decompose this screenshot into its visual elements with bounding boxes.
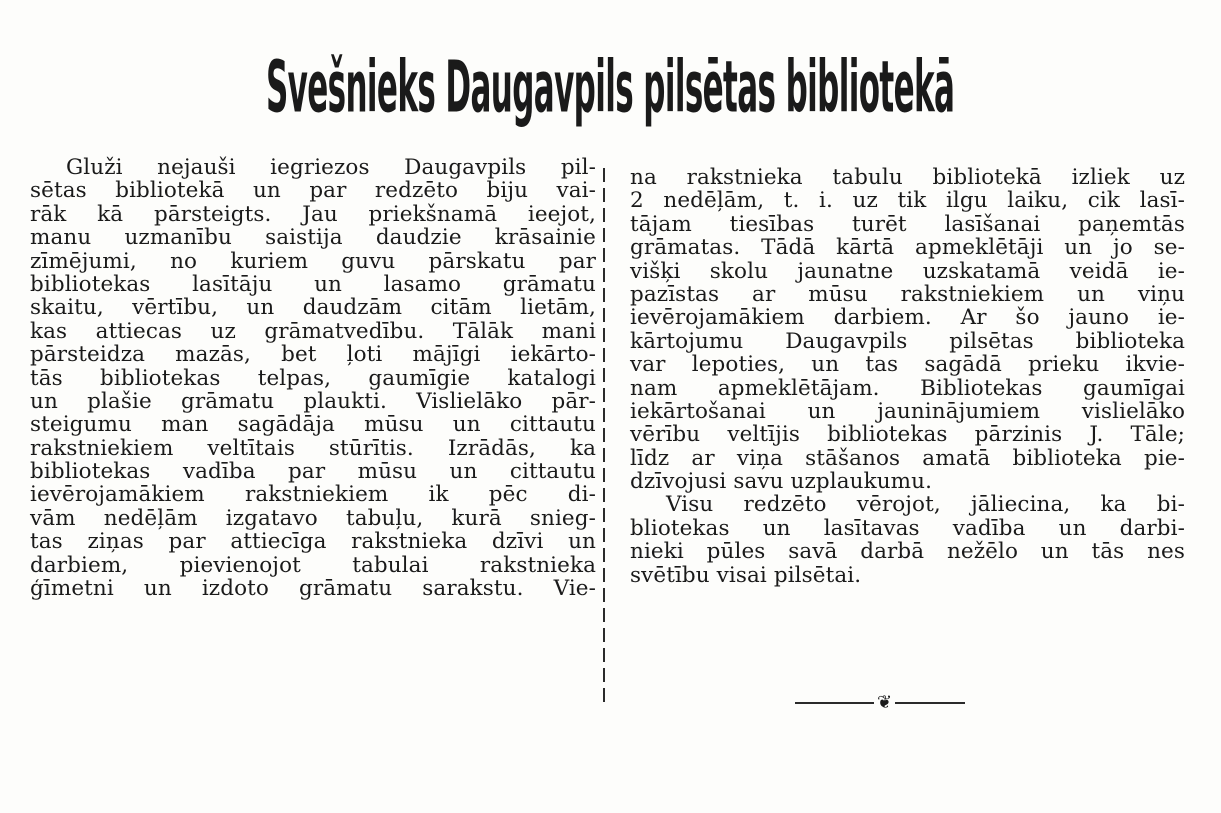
left-line: steigumu man sagādāja mūsu un cittautu bbox=[30, 412, 596, 438]
left-line: darbiem, pievienojot tabulai rakstnieka bbox=[30, 552, 596, 578]
right-line: svētību visai pilsētai. bbox=[630, 562, 862, 588]
left-line: sētas bibliotekā un par redzēto biju vai- bbox=[30, 178, 596, 204]
right-line: dzīvojusi savu uzplaukumu. bbox=[630, 469, 933, 495]
left-line: tas ziņas par attiecīga rakstnieka dzīvi un bbox=[30, 529, 596, 555]
column-divider bbox=[603, 168, 605, 708]
left-line: manu uzmanību saistija daudzie krāsainie bbox=[30, 225, 596, 251]
right-line: tājam tiesības turēt lasīšanai paņemtās bbox=[630, 211, 1185, 237]
right-line: ievērojamākiem darbiem. Ar šo jauno ie- bbox=[630, 305, 1185, 331]
right-line: kārtojumu Daugavpils pilsētas biblioteka bbox=[630, 328, 1185, 354]
right-line: vērību veltījis bibliotekas pārzinis J. Tāle; bbox=[630, 422, 1185, 448]
left-line: tās bibliotekas telpas, gaumīgie katalogi bbox=[30, 365, 596, 391]
left-line: bibliotekas vadība par mūsu un cittautu bbox=[30, 459, 596, 485]
right-column bbox=[630, 166, 1185, 587]
left-line: rakstniekiem veltītais stūrītis. Izrādās, ka bbox=[30, 435, 596, 461]
right-line: līdz ar viņa stāšanos amatā biblioteka pie- bbox=[630, 445, 1185, 471]
left-line: pārsteidza mazās, bet ļoti mājīgi iekārto- bbox=[30, 342, 596, 368]
left-line: zīmējumi, no kuriem guvu pārskatu par bbox=[30, 248, 596, 274]
right-line: bliotekas un lasītavas vadība un darbi- bbox=[630, 515, 1185, 541]
end-ornament-icon: ❦ bbox=[874, 693, 895, 713]
left-line: ģīmetni un izdoto grāmatu sarakstu. Vie- bbox=[30, 576, 596, 602]
right-line: višķi skolu jaunatne uzskatamā veidā ie- bbox=[630, 258, 1185, 284]
left-line: un plašie grāmatu plaukti. Vislielāko pār- bbox=[30, 388, 596, 414]
right-line: nieki pūles savā darbā nežēlo un tās nes bbox=[630, 539, 1185, 565]
headline-text: Svešnieks Daugavpils pilsētas bibliotekā bbox=[266, 46, 955, 129]
left-line: vām nedēļām izgatavo tabuļu, kurā snieg- bbox=[30, 505, 596, 531]
left-line: kas attiecas uz grāmatvedību. Tālāk mani bbox=[30, 318, 596, 344]
right-line: iekārtošanai un jauninājumiem vislielāko bbox=[630, 398, 1185, 424]
right-line: pazīstas ar mūsu rakstniekiem un viņu bbox=[630, 281, 1185, 307]
left-line: rāk kā pārsteigts. Jau priekšnamā ieejot, bbox=[30, 201, 596, 227]
right-line: Visu redzēto vērojot, jāliecina, ka bi- bbox=[666, 492, 1185, 518]
right-line: na rakstnieka tabulu bibliotekā izliek uz bbox=[630, 165, 1185, 190]
left-column bbox=[30, 156, 596, 600]
right-line: nam apmeklētājam. Bibliotekas gaumīgai bbox=[630, 375, 1185, 401]
left-line: ievērojamākiem rakstniekiem ik pēc di- bbox=[30, 482, 596, 508]
right-line: 2 nedēļām, t. i. uz tik ilgu laiku, cik lasī- bbox=[630, 188, 1185, 214]
left-line: bibliotekas lasītāju un lasamo grāmatu bbox=[30, 271, 596, 297]
left-line: Gluži nejauši iegriezos Daugavpils pil- bbox=[66, 155, 596, 180]
left-line: skaitu, vērtību, un daudzām citām lietām, bbox=[30, 295, 596, 321]
article-headline bbox=[0, 46, 1221, 129]
right-line: var lepoties, un tas sagādā prieku ikvie- bbox=[630, 352, 1185, 378]
right-line: grāmatas. Tādā kārtā apmeklētāji un jo se- bbox=[630, 235, 1185, 261]
